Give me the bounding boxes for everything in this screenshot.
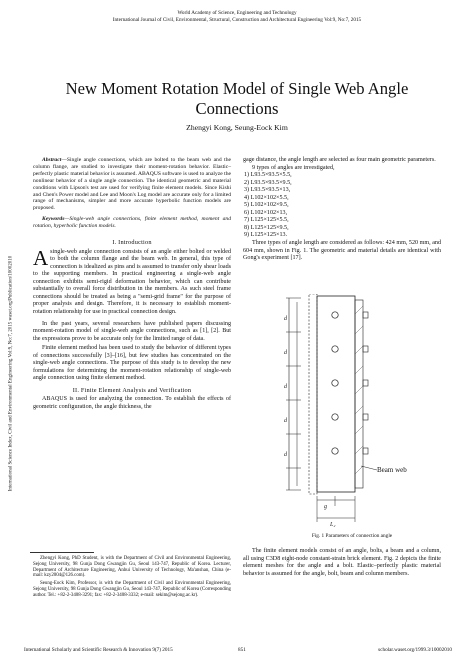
angle-list [243,172,441,240]
page-number: 851 [238,647,246,653]
beam-web [355,300,363,488]
footer-journal: International Scholarly and Scientific Research & Innovation 9(7) 2015 [24,647,173,653]
bolt-hole [332,448,338,454]
paper-title: New Moment Rotation Model of Single Web Angle Connections [65,79,409,118]
bolt-hole [332,414,338,420]
bolt-hole [332,380,338,386]
abstract [33,157,231,212]
drop-cap: A [33,245,49,270]
side-margin-text: International Science Index, Civil and Environmental Engineering Vol:9, No:7, 2015 waset.org/Publication/10002010 [8,255,14,492]
footnotes [33,556,231,601]
list-item: 4) L102×102×5.5, [244,194,289,201]
side-margin-text-container [7,212,15,538]
section-heading-introduction: I. Introduction [112,239,152,247]
beam-web-label: Beam web [377,466,407,474]
fe-model-paragraph: The finite element models consist of an angle, bolts, a beam and a column, all using C3D8 eight-node constant-strain brick element. Fig. 2 depicts the finite element meshes for the angle and a bolt. Elastic–perfectly plastic material behavior is assumed for the angle, bolt, beam and column members. [243,548,441,577]
fea-paragraph-1: ABAQUS is used for analyzing the connection. To establish the effects of geometric configuration, the angle thickness, the [33,396,231,410]
list-item: 5) L102×102×9.5, [244,202,289,209]
journal-name: World Academy of Science, Engineering and Technology [177,10,297,16]
footnote-rule [30,552,94,553]
keywords-text: —Single-web angle connections, finite element method, moment and rotation, hyperbolic function models. [33,216,231,230]
right-column [243,157,441,263]
paper-authors: Zhengyi Kong, Seung-Eock Kim [186,123,288,132]
bolt-hole [332,312,338,318]
gage-label: g [324,504,327,510]
lengths-paragraph: Three types of angle length are considered as follows: 424 mm, 520 mm, and 604 mm, shown in Fig. 1. The geometric and material details are identical with Gong's experiment [17]. [243,240,441,262]
keywords [33,216,231,230]
footnote-2: Seung-Eock Kim, Professor, is with the Department of Civil and Environmental Engineering, Sejong University, 98 Gunja Dong Gwangjin Gu, Seoul 143-747, Republic of Korea (Corresponding author. Tel.: +82-2-3408-3291; fax: +82-2-3408-3332; e-mail: sekim@sejong.ac.kr). [33,581,231,598]
section-heading-fea: II. Finite Element Analysis and Verification [72,386,192,394]
dim-label-d4: d [284,418,287,424]
list-item: 7) L125×125×5.5, [244,217,289,224]
journal-volume: International Journal of Civil, Environmental, Structural, Construction and Architectural Engineering Vol:9, No:7, 2015 [112,17,362,23]
abstract-label: Abstract [42,157,62,163]
intro-paragraph-3: Finite element method has been used to study the behavior of different types of connections successfully [3]–[16], but few studies has concentrated on the single-web angle connections. The purpose of this study is to develop the new formulations for determining the moment-rotation relationship of single-web angle connection using finite element method. [33,345,231,382]
angle-leg [317,296,355,492]
column-flange [309,294,317,494]
beam-web-leader [361,466,377,470]
intro-paragraph-1-text: single-web angle connection consists of an angle either bolted or welded to both the column flange and the beam web. In general, this type of connection is idealized as pins and is assumed to transfer only shear loads to the supporting members. In practical engineering a single-web angle connection exhibits semi-rigid deformation behavior, which can contribute substantially to overall force distribution in the members. As such steel frame connections should be treated as being a "semi-grid frame" for the purpose of proper analysis and design. Therefore, it is necessary to establish moment-rotation relationship for use in practical connection design. [33,248,231,315]
list-item: 3) L93.5×93.5×13, [244,187,291,194]
list-item: 8) L125×125×9.5, [244,224,289,231]
dim-label-d2: d [284,350,287,356]
intro-paragraph-1 [33,245,231,317]
footnote-1: Zhengyi Kong, PhD Student, is with the Department of Civil and Environmental Engineering, Sejong University, 98 Gunja Dong Gwangjin Gu, Seoul 143-747, Republic of Korea. Lecturer, Department of Architecture Engineering, Anhui University of Technology, Ma'anshan, China (e-mail: kzy2004@126.com). [33,556,231,579]
list-item: 6) L102×102×13, [244,209,288,216]
dim-label-d1: d [284,316,287,322]
list-item: 1) L93.5×93.5×5.5, [244,172,292,179]
right-column-bottom [243,548,441,578]
keywords-label: Keywords [42,216,65,223]
figure-caption: Fig. 1 Parameters of connection angle [311,533,393,539]
list-item: 9) L125×125×13. [244,232,288,239]
intro-paragraph-2: In the past years, several researchers have published papers discussing moment-rotation model of single-web angle connections, such as [1], [2]. But the expressions prove to be accurate only for the limited range of data. [33,320,231,342]
right-intro-paragraph: gage distance, the angle length are selected as four main geometric parameters. [243,157,436,163]
connection-angle-figure [283,294,433,530]
dim-label-d3: d [284,384,287,390]
angle-list-lead: 9 types of angles are investigated, [252,164,335,171]
list-item: 2) L93.5×93.5×9.5, [244,179,292,186]
abstract-text: —Single angle connections, which are bolted to the beam web and the column flange, are studied to investigate their moment-rotation behavior. Elastic–perfectly plastic material behavior is assumed. ABAQUS software is used to analyze the nonlinear behavior of a single angle connection. The identical geometric and material conditions with Lipson's test are used for verifying finite element models. Since Kishi and Chen's Power model and Lee and Moon's Log model are accurate only for a limited range of mechanisms, simpler and more accurate hyperbolic function models are proposed. [33,157,231,212]
bolt-hole [332,346,338,352]
dim-label-d5: d [284,452,287,458]
footer-url[interactable]: scholar.waset.org/1999.3/10002010 [378,647,452,653]
leg-length-label: L₂ [330,522,336,528]
left-column [33,157,231,412]
